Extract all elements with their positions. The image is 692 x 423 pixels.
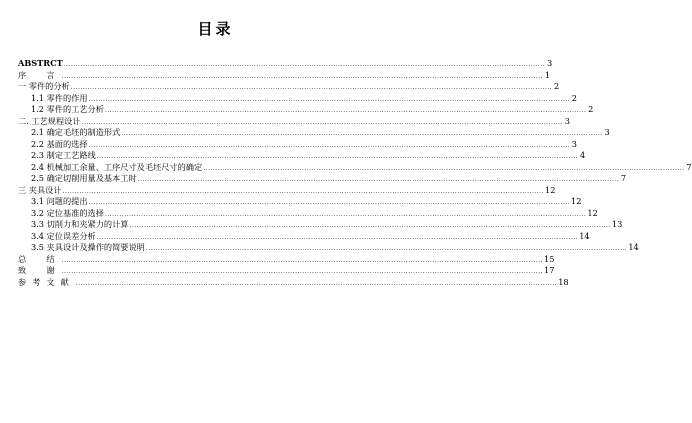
toc-entry [18,104,594,116]
toc-leader-dots: ........................................................................................................................................................................................................ [137,176,620,183]
toc-entry-page: 2 [588,104,594,114]
toc-entry-label: 2.1 确定毛坯的制造形式 [31,127,121,137]
toc-entry [18,127,610,139]
toc-entry-label: 1.2 零件的工艺分析 [31,104,104,114]
toc-entry [18,196,582,208]
toc-entry-label: 一 零件的分析 [18,81,70,91]
toc-entry [18,230,590,243]
toc-entry-page: 12 [571,196,582,206]
toc-entry [18,242,639,254]
toc-leader-dots: ........................................................................................................................................................................................................ [145,245,628,252]
toc-entry [18,219,623,231]
toc-entry-label: ABSTRCT [18,58,63,68]
toc-entry [18,69,551,82]
toc-entry [18,253,555,266]
toc-leader-dots: ........................................................................................................................................................................................................ [70,84,553,91]
toc-entry-page: 12 [587,207,598,218]
toc-entry-label: 3.2 定位基准的选择 [31,207,104,218]
toc-entry [18,265,555,277]
toc-entry-page: 3 [604,127,610,137]
toc-entry-page: 15 [544,253,555,264]
toc-leader-dots: ........................................................................................................................................................................................................ [96,233,579,241]
toc-entry-page: 3 [546,58,553,68]
toc-leader-dots: ........................................................................................................................................................................................................ [88,141,571,149]
toc-entry-label: 参考文献 [18,276,75,287]
toc-entry [18,81,560,93]
toc-entry-label: 3.1 问题的提出 [31,196,88,206]
toc-entry-label: 3.4 定位误差分析 [31,230,96,241]
toc-entry-label: 序 言 [18,69,61,80]
page-title: 目录 [197,20,234,38]
toc-entry-page: 7 [686,161,692,172]
toc-leader-dots: ........................................................................................................................................................................................................ [75,279,558,287]
toc-entry-page: 7 [620,173,627,183]
toc-leader-dots: ........................................................................................................................................................................................................ [88,95,571,103]
toc-entry [18,58,553,70]
toc-leader-dots: ........................................................................................................................................................................................................ [61,256,544,264]
toc-entry-page: 14 [628,242,639,252]
toc-entry-label: 3.5 夹具设计及操作的简要说明 [31,242,145,252]
toc-leader-dots: ........................................................................................................................................................................................................ [81,118,563,126]
toc-entry-page: 17 [544,265,555,275]
table-of-contents [18,58,692,288]
toc-entry-label: 致 谢 [18,265,61,275]
toc-entry [18,161,692,174]
toc-leader-dots: ........................................................................................................................................................................................................ [62,187,544,195]
toc-entry [18,138,578,151]
toc-entry-label: 总 结 [18,253,61,264]
toc-leader-dots: ........................................................................................................................................................................................................ [63,61,546,68]
toc-entry-label: 2.5 确定切削用量及基本工时 [31,173,137,183]
toc-entry-page: 13 [611,219,623,229]
toc-leader-dots: ........................................................................................................................................................................................................ [96,153,579,160]
toc-entry-page: 3 [571,138,578,149]
toc-entry [18,207,598,220]
toc-entry-label: 1.1 零件的作用 [31,92,88,103]
toc-entry-page: 12 [545,184,556,195]
toc-leader-dots: ........................................................................................................................................................................................................ [61,268,544,275]
toc-entry-page: 2 [553,81,560,91]
toc-entry [18,173,627,185]
toc-entry-label: 三 夹具设计 [18,184,62,195]
toc-entry [18,92,578,105]
toc-entry [18,150,586,162]
toc-entry-label: 2.3 制定工艺路线 [31,150,96,160]
toc-entry [18,276,569,289]
toc-entry-label: 2.2 基面的选择 [31,138,88,149]
toc-leader-dots: ........................................................................................................................................................................................................ [104,107,587,114]
toc-leader-dots: ........................................................................................................................................................................................................ [88,199,571,206]
toc-entry-label: 3.3 切削力和夹紧力的计算 [31,219,129,229]
toc-entry-page: 18 [558,276,569,287]
toc-entry-page: 14 [579,230,590,241]
toc-leader-dots: ........................................................................................................................................................................................................ [121,130,603,137]
toc-entry-page: 1 [544,69,551,80]
toc-entry-label: 二. 工艺规程设计 [18,115,81,126]
toc-leader-dots: ........................................................................................................................................................................................................ [61,72,544,80]
toc-leader-dots: ........................................................................................................................................................................................................ [104,210,587,218]
toc-entry [18,115,570,128]
toc-entry-page: 3 [564,115,570,126]
toc-entry-page: 2 [571,92,578,103]
toc-entry-label: 2.4 机械加工余量、工序尺寸及毛坯尺寸的确定 [31,161,203,172]
toc-leader-dots: ........................................................................................................................................................................................................ [203,164,685,172]
toc-leader-dots: ........................................................................................................................................................................................................ [129,222,611,229]
toc-entry-page: 4 [579,150,586,160]
toc-entry [18,184,556,197]
